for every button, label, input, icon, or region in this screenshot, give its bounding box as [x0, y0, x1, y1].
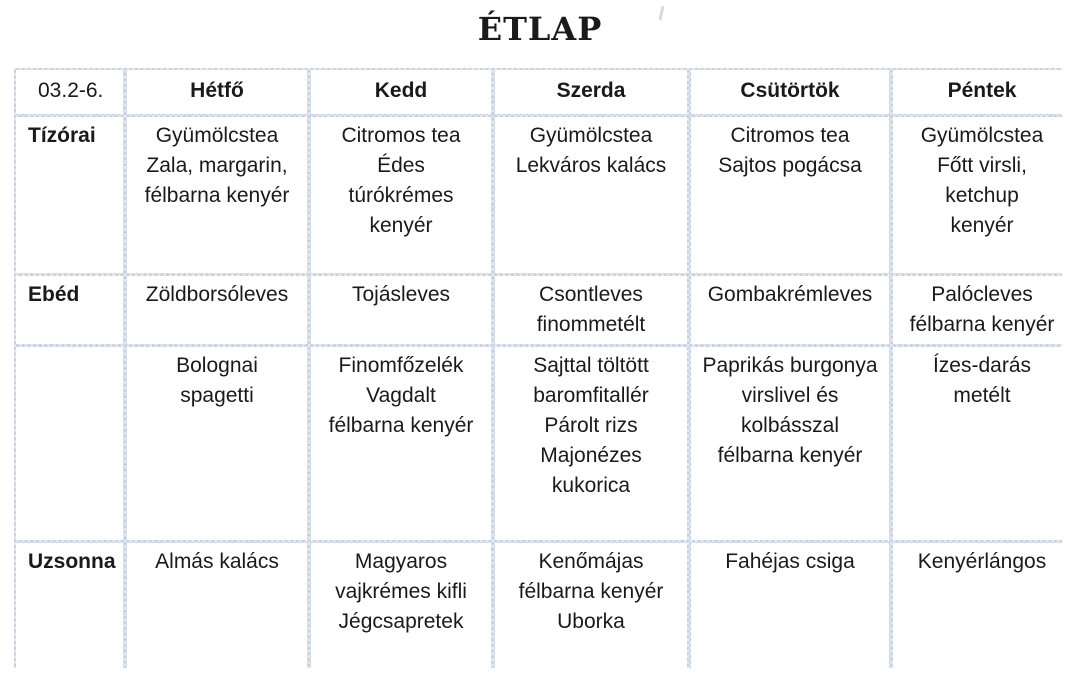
day-header-tuesday: Kedd: [311, 70, 491, 114]
menu-cell-ebed-soup-friday: Palócleves félbarna kenyér: [893, 276, 1071, 344]
menu-cell-uzsonna-friday: Kenyérlángos: [893, 543, 1071, 673]
menu-cell-tizorai-tuesday: Citromos tea Édes túrókrémes kenyér: [311, 117, 491, 273]
menu-cell-tizorai-thursday: Citromos tea Sajtos pogácsa: [691, 117, 889, 273]
row-label-uzsonna: Uzsonna: [16, 543, 123, 673]
day-header-monday: Hétfő: [127, 70, 307, 114]
menu-cell-ebed-soup-thursday: Gombakrémleves: [691, 276, 889, 344]
menu-cell-ebed-main-friday: Ízes-darás metélt: [893, 347, 1071, 540]
menu-cell-ebed-soup-monday: Zöldborsóleves: [127, 276, 307, 344]
menu-table: [14, 68, 1062, 668]
menu-cell-tizorai-wednesday: Gyümölcstea Lekváros kalács: [495, 117, 687, 273]
menu-cell-uzsonna-thursday: Fahéjas csiga: [691, 543, 889, 673]
menu-cell-uzsonna-monday: Almás kalács: [127, 543, 307, 673]
row-label-ebed: Ebéd: [16, 276, 123, 344]
menu-cell-tizorai-monday: Gyümölcstea Zala, margarin, félbarna kenyér: [127, 117, 307, 273]
date-range-header: 03.2-6.: [16, 70, 123, 114]
menu-cell-ebed-main-monday: Bolognai spagetti: [127, 347, 307, 540]
row-label-tizorai: Tízórai: [16, 117, 123, 273]
page-title: ÉTLAP: [477, 10, 603, 48]
row-label-ebed-main: [16, 347, 123, 540]
menu-cell-tizorai-friday: Gyümölcstea Főtt virsli, ketchup kenyér: [893, 117, 1071, 273]
menu-cell-ebed-main-wednesday: Sajttal töltött baromfitallér Párolt rizs Majonézes kukorica: [495, 347, 687, 540]
menu-cell-ebed-main-thursday: Paprikás burgonya virslivel és kolbásszal félbarna kenyér: [691, 347, 889, 540]
day-header-friday: Péntek: [893, 70, 1071, 114]
day-header-wednesday: Szerda: [495, 70, 687, 114]
day-header-thursday: Csütörtök: [691, 70, 889, 114]
menu-cell-ebed-soup-tuesday: Tojásleves: [311, 276, 491, 344]
menu-cell-uzsonna-tuesday: Magyaros vajkrémes kifli Jégcsapretek: [311, 543, 491, 673]
menu-cell-ebed-main-tuesday: Finomfőzelék Vagdalt félbarna kenyér: [311, 347, 491, 540]
menu-cell-uzsonna-wednesday: Kenőmájas félbarna kenyér Uborka: [495, 543, 687, 673]
menu-cell-ebed-soup-wednesday: Csontleves finommetélt: [495, 276, 687, 344]
